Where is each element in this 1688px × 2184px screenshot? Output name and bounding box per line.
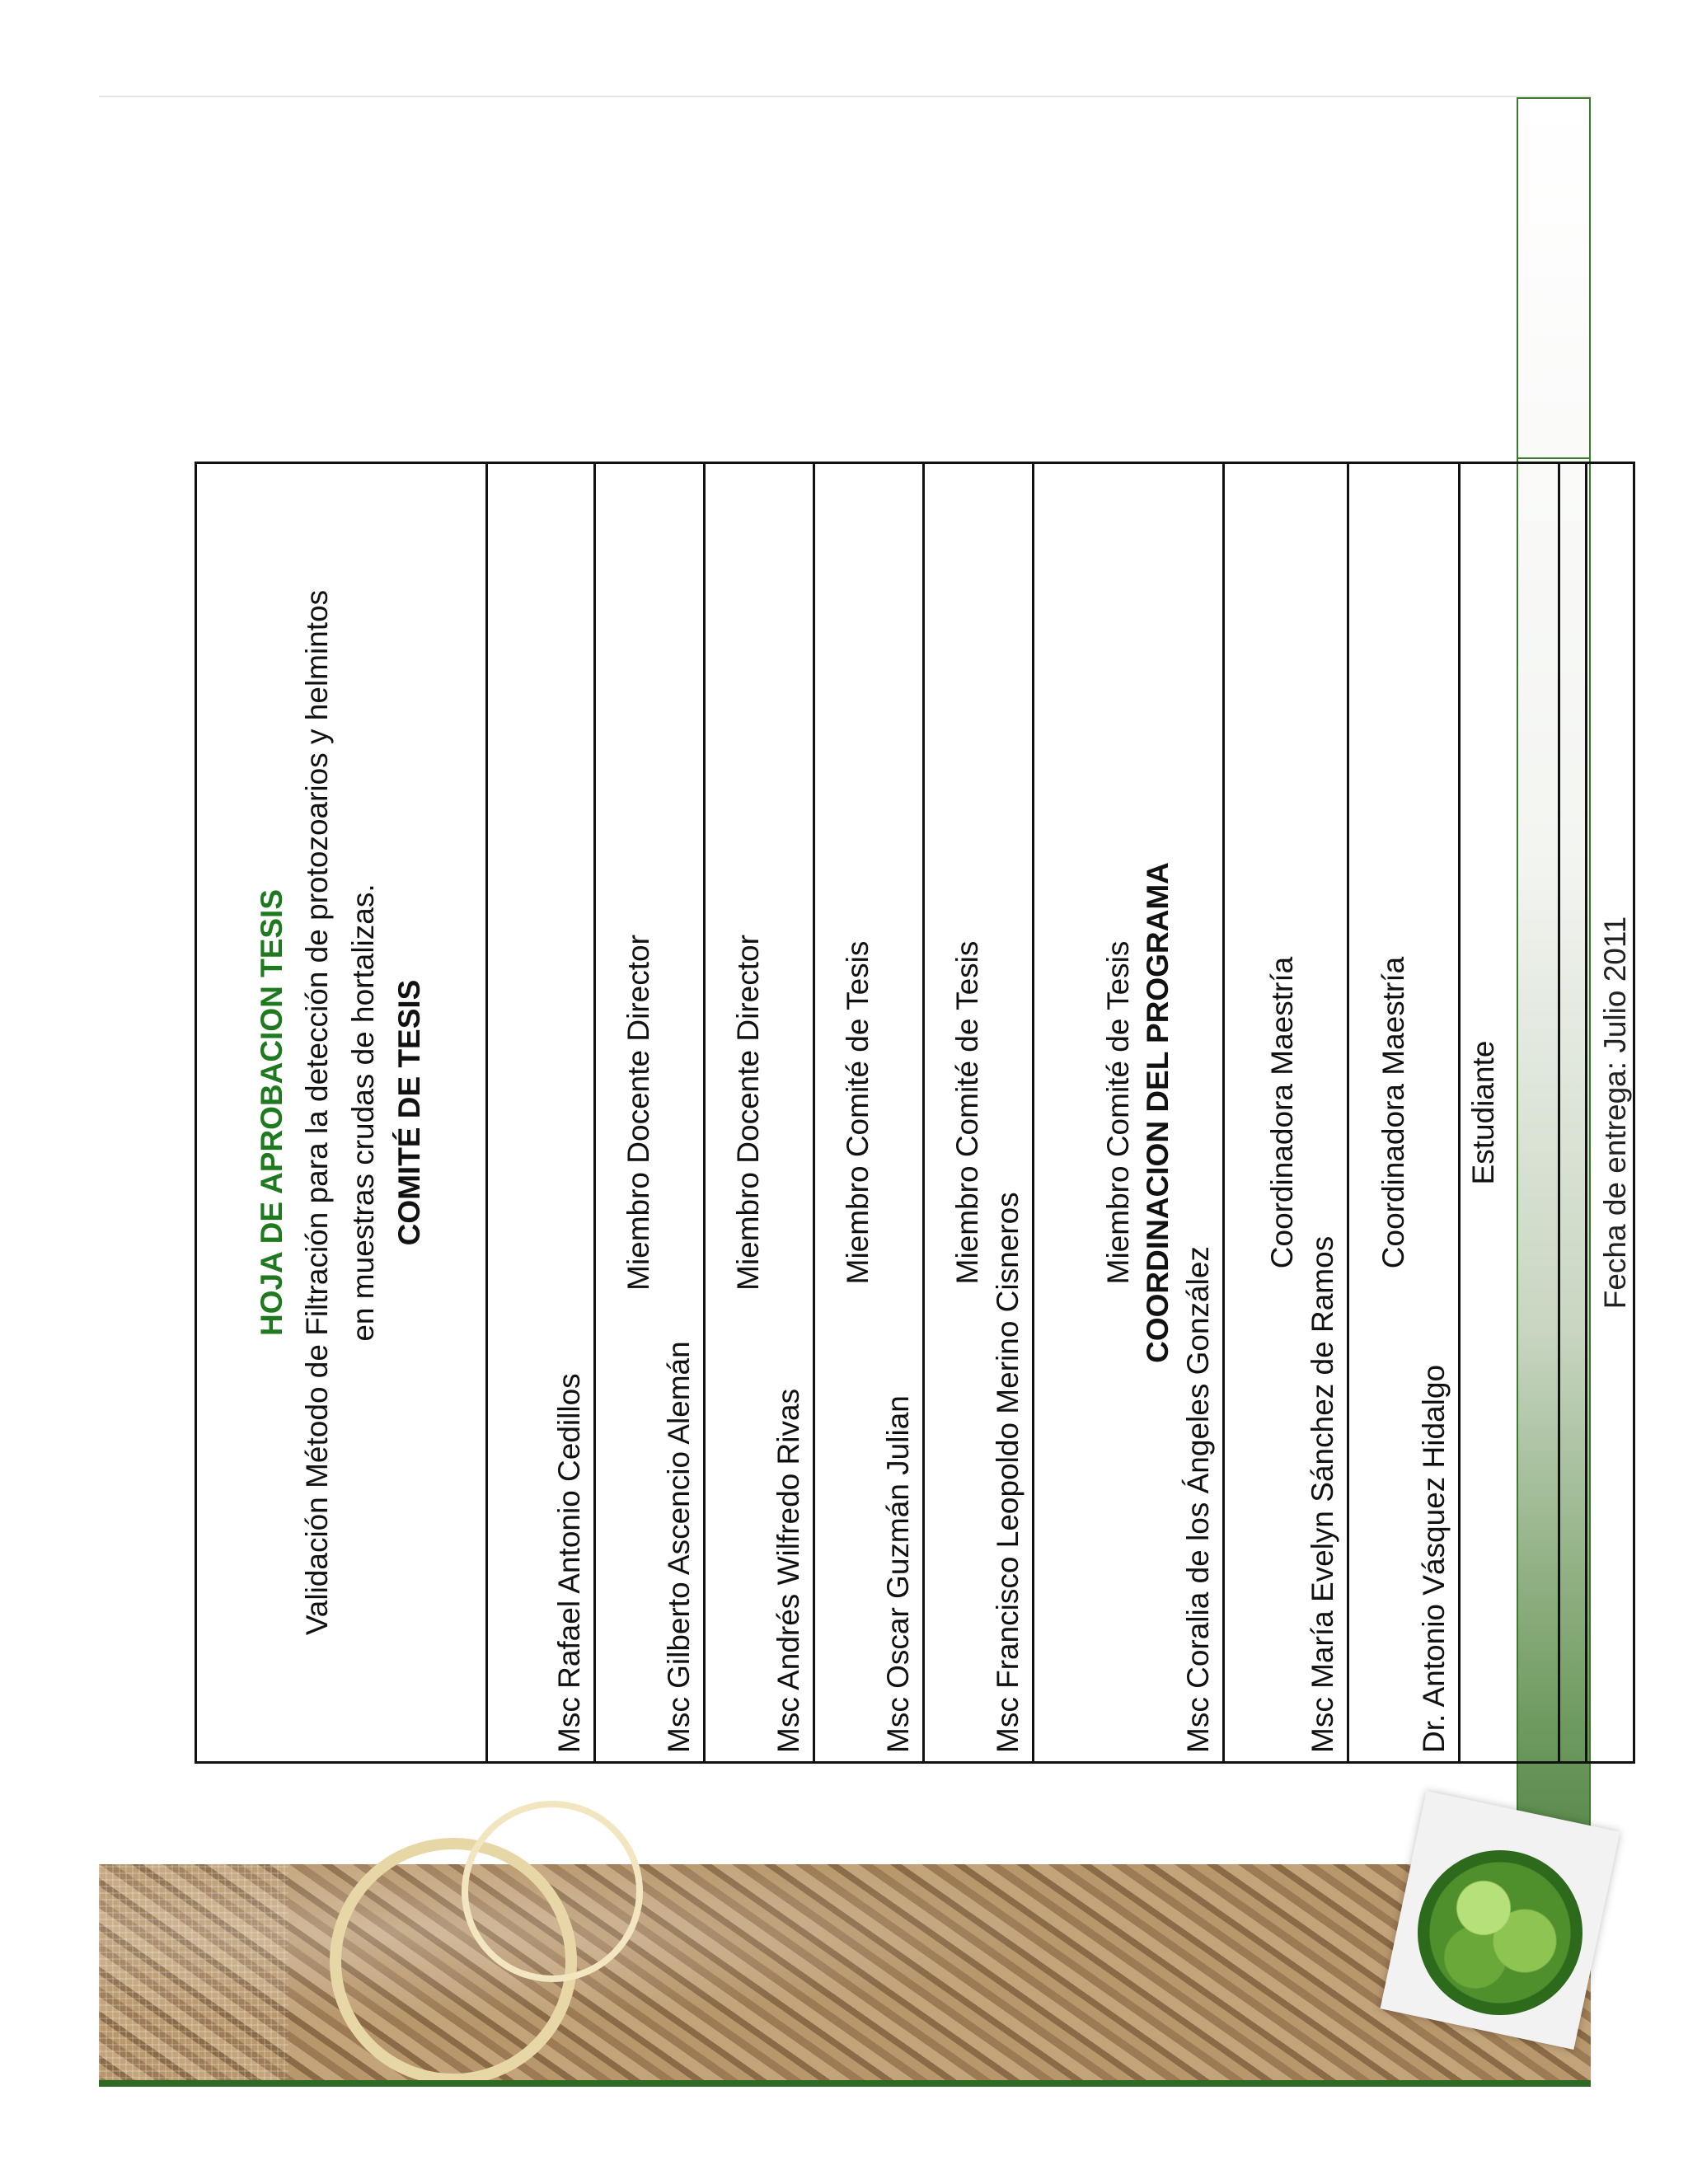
row-role: Estudiante — [1466, 1040, 1500, 1185]
decorative-ring-small — [462, 1801, 643, 1982]
thesis-title-line-2: en muestras crudas de hortalizas. — [346, 883, 380, 1342]
earth-texture-banner — [99, 1864, 1591, 2085]
top-rule — [99, 96, 1591, 97]
signature-row — [1224, 463, 1348, 1763]
footer-cell — [1587, 463, 1634, 1763]
delivery-date: Fecha de entrega: Julio 2011 — [1598, 916, 1632, 1310]
mesh-texture — [99, 1864, 288, 2085]
title-block — [196, 463, 487, 1763]
signature-row — [705, 463, 814, 1763]
row-name: Msc Andrés Wilfredo Rivas — [771, 1388, 805, 1753]
right-frame-divider — [1517, 457, 1591, 459]
row-name: Msc Coralia de los Ángeles González — [1181, 1246, 1215, 1753]
document-title: HOJA DE APROBACION TESIS — [255, 888, 288, 1337]
spacer-row — [1559, 463, 1587, 1763]
approval-sheet — [195, 462, 1632, 1764]
committee-heading: COMITÉ DE TESIS — [392, 979, 426, 1246]
row-name: Msc Rafael Antonio Cedillos — [552, 1373, 586, 1753]
signature-row — [595, 463, 705, 1763]
row-role: Coordinadora Maestría — [1376, 956, 1410, 1269]
lettuce-image — [1418, 1850, 1582, 2015]
coordination-heading: COORDINACION DEL PROGRAMA — [1141, 862, 1175, 1363]
row-role: Miembro Comité de Tesis — [841, 940, 874, 1285]
row-name: Msc Gilberto Ascencio Alemán — [662, 1341, 696, 1753]
row-name: Msc Francisco Leopoldo Merino Cisneros — [991, 1192, 1025, 1753]
approval-table — [195, 462, 1635, 1764]
signature-row — [814, 463, 924, 1763]
row-role: Coordinadora Maestría — [1265, 956, 1299, 1269]
row-name: Msc Oscar Guzmán Julian — [881, 1395, 915, 1753]
row-role: Miembro Comité de Tesis — [1101, 940, 1135, 1285]
row-name: Dr. Antonio Vásquez Hidalgo — [1417, 1364, 1451, 1753]
thesis-title-line-1: Validación Método de Filtración para la detección de protozoarios y helmintos — [300, 589, 334, 1636]
row-role: Miembro Comité de Tesis — [950, 940, 984, 1285]
row-role: Miembro Docente Director — [621, 935, 655, 1291]
coordination-row — [1034, 463, 1224, 1763]
green-edge — [99, 2080, 1591, 2087]
row-name: Msc María Evelyn Sánchez de Ramos — [1306, 1235, 1339, 1753]
signature-row — [1348, 463, 1460, 1763]
signature-row — [487, 463, 595, 1763]
row-role: Miembro Docente Director — [731, 935, 765, 1291]
student-row — [1460, 463, 1559, 1763]
signature-row — [924, 463, 1034, 1763]
